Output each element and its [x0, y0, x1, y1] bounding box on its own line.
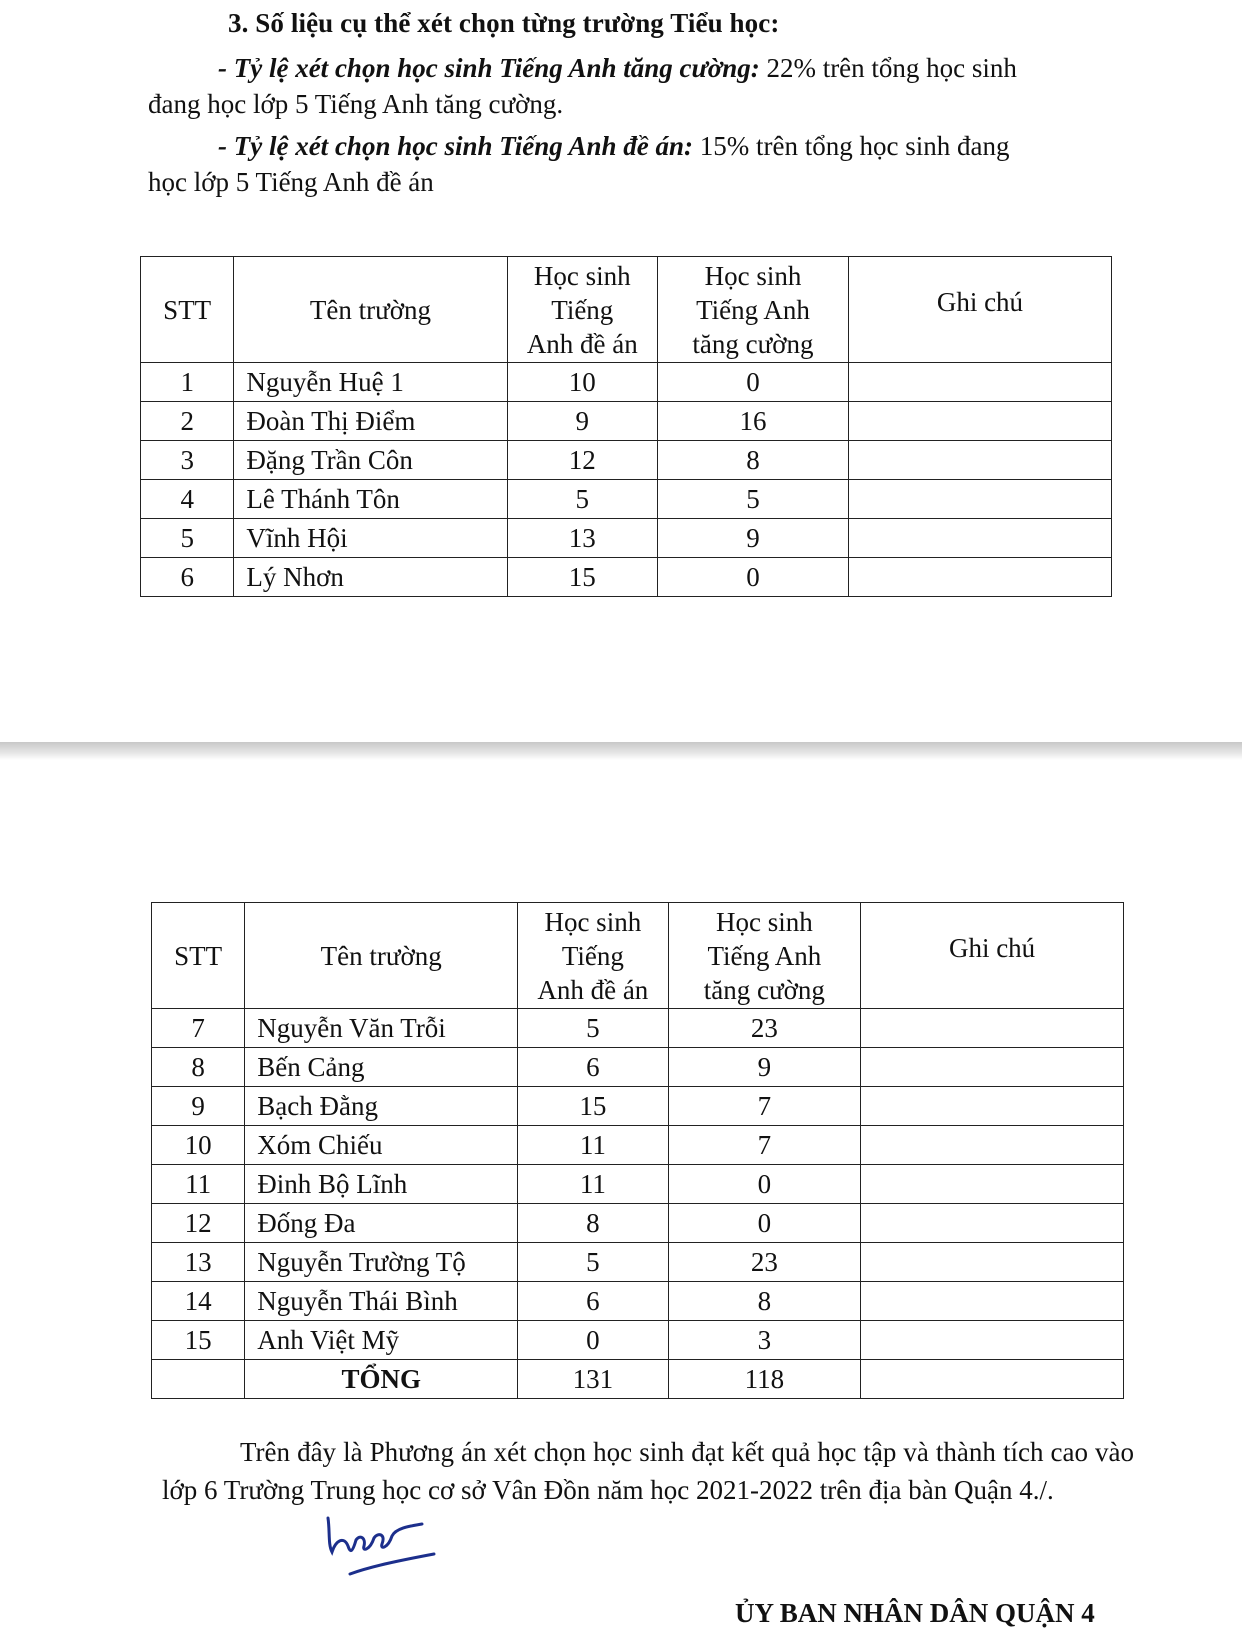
cell-note: [861, 1321, 1124, 1360]
closing-paragraph: Trên đây là Phương án xét chọn học sinh đạt kết quả học tập và thành tích cao vào lớp 6 Trường Trung học cơ sở Vân Đồn năm học 2021-2022 trên địa bàn Quận 4./.: [162, 1437, 1134, 1505]
cell-school-name: Đống Đa: [245, 1204, 518, 1243]
rate-tang-cuong-text: 22% trên tổng học sinh: [759, 53, 1017, 83]
table-row: [141, 519, 1112, 558]
cell-school-name: Xóm Chiếu: [245, 1126, 518, 1165]
table-row: [152, 1087, 1124, 1126]
cell-de-an-count: 11: [518, 1165, 668, 1204]
rate-tang-cuong-text-cont: đang học lớp 5 Tiếng Anh tăng cường.: [148, 89, 564, 119]
cell-tang-cuong-count: 0: [658, 558, 849, 597]
cell-de-an-count: 9: [507, 402, 658, 441]
cell-school-name: Anh Việt Mỹ: [245, 1321, 518, 1360]
table-row: [152, 1165, 1124, 1204]
cell-tang-cuong-count: 8: [658, 441, 849, 480]
cell-note: [861, 1282, 1124, 1321]
cell-tang-cuong-count: 0: [658, 363, 849, 402]
cell-stt: 11: [152, 1165, 245, 1204]
table-row: [152, 1204, 1124, 1243]
cell-de-an-count: 5: [518, 1243, 668, 1282]
schools-table-1: [140, 256, 1112, 597]
cell-note: [861, 1243, 1124, 1282]
header-note: Ghi chú: [848, 257, 1111, 363]
cell-school-name: Nguyễn Huệ 1: [234, 363, 507, 402]
cell-note: [861, 1204, 1124, 1243]
table-row: [152, 1048, 1124, 1087]
rate-tang-cuong-paragraph: [148, 50, 1108, 122]
total-de-an: 131: [518, 1360, 668, 1399]
cell-stt: 1: [141, 363, 234, 402]
schools-table-2: [151, 902, 1124, 1399]
header-school: Tên trường: [245, 903, 518, 1009]
cell-stt: 5: [141, 519, 234, 558]
header-note: Ghi chú: [861, 903, 1124, 1009]
cell-de-an-count: 15: [518, 1087, 668, 1126]
cell-school-name: Nguyễn Trường Tộ: [245, 1243, 518, 1282]
rate-de-an-paragraph: [148, 128, 1108, 200]
cell-de-an-count: 5: [507, 480, 658, 519]
cell-note: [848, 480, 1111, 519]
cell-stt: 15: [152, 1321, 245, 1360]
cell-school-name: Vĩnh Hội: [234, 519, 507, 558]
cell-school-name: Đặng Trần Côn: [234, 441, 507, 480]
cell-note: [861, 1087, 1124, 1126]
cell-note: [861, 1009, 1124, 1048]
table-row: [152, 1126, 1124, 1165]
cell-tang-cuong-count: 16: [658, 402, 849, 441]
cell-note: [848, 402, 1111, 441]
cell-note: [848, 441, 1111, 480]
cell-tang-cuong-count: 7: [668, 1126, 861, 1165]
table-row: [141, 480, 1112, 519]
cell-stt: 3: [141, 441, 234, 480]
cell-de-an-count: 11: [518, 1126, 668, 1165]
total-row: [152, 1360, 1124, 1399]
cell-note: [861, 1165, 1124, 1204]
cell-tang-cuong-count: 23: [668, 1243, 861, 1282]
table-row: [152, 1321, 1124, 1360]
cell-stt: 14: [152, 1282, 245, 1321]
cell-stt: 10: [152, 1126, 245, 1165]
cell-school-name: Đoàn Thị Điểm: [234, 402, 507, 441]
rate-de-an-text-cont: học lớp 5 Tiếng Anh đề án: [148, 167, 434, 197]
rate-de-an-label: - Tỷ lệ xét chọn học sinh Tiếng Anh đề án:: [218, 131, 694, 161]
handwritten-initials-signature: [322, 1510, 442, 1580]
table-header-row: [152, 903, 1124, 1009]
page-break-divider: [0, 742, 1242, 760]
cell-stt: 6: [141, 558, 234, 597]
header-stt: STT: [141, 257, 234, 363]
cell-stt: 8: [152, 1048, 245, 1087]
cell-note: [848, 363, 1111, 402]
cell-note: [848, 558, 1111, 597]
header-tang-cuong: Học sinh Tiếng Anh tăng cường: [658, 257, 849, 363]
cell-school-name: Lê Thánh Tôn: [234, 480, 507, 519]
cell-de-an-count: 6: [518, 1048, 668, 1087]
cell-note: [861, 1048, 1124, 1087]
section-heading: 3. Số liệu cụ thể xét chọn từng trường Tiểu học:: [228, 8, 780, 38]
cell-tang-cuong-count: 7: [668, 1087, 861, 1126]
cell-de-an-count: 0: [518, 1321, 668, 1360]
cell-stt: 2: [141, 402, 234, 441]
cell-stt: 4: [141, 480, 234, 519]
cell-stt: 9: [152, 1087, 245, 1126]
cell-stt: 13: [152, 1243, 245, 1282]
table-row: [141, 402, 1112, 441]
cell-school-name: Đinh Bộ Lĩnh: [245, 1165, 518, 1204]
cell-stt: 12: [152, 1204, 245, 1243]
organization-name: ỦY BAN NHÂN DÂN QUẬN 4: [735, 1598, 1095, 1628]
rate-de-an-text: 15% trên tổng học sinh đang: [693, 131, 1010, 161]
cell-school-name: Lý Nhơn: [234, 558, 507, 597]
cell-tang-cuong-count: 0: [668, 1165, 861, 1204]
cell-tang-cuong-count: 23: [668, 1009, 861, 1048]
cell-de-an-count: 10: [507, 363, 658, 402]
cell-de-an-count: 6: [518, 1282, 668, 1321]
cell-school-name: Bến Cảng: [245, 1048, 518, 1087]
cell-de-an-count: 8: [518, 1204, 668, 1243]
table-row: [152, 1282, 1124, 1321]
cell-school-name: Bạch Đằng: [245, 1087, 518, 1126]
cell-tang-cuong-count: 9: [658, 519, 849, 558]
cell-tang-cuong-count: 8: [668, 1282, 861, 1321]
cell-note: [848, 519, 1111, 558]
table-row: [152, 1009, 1124, 1048]
header-de-an: Học sinh Tiếng Anh đề án: [518, 903, 668, 1009]
cell-tang-cuong-count: 5: [658, 480, 849, 519]
total-tang-cuong: 118: [668, 1360, 861, 1399]
cell-tang-cuong-count: 3: [668, 1321, 861, 1360]
cell-school-name: Nguyễn Thái Bình: [245, 1282, 518, 1321]
cell-tang-cuong-count: 0: [668, 1204, 861, 1243]
table-header-row: [141, 257, 1112, 363]
total-label: TỔNG: [245, 1360, 518, 1399]
cell-de-an-count: 12: [507, 441, 658, 480]
cell-de-an-count: 15: [507, 558, 658, 597]
table-row: [141, 363, 1112, 402]
cell-tang-cuong-count: 9: [668, 1048, 861, 1087]
cell-de-an-count: 13: [507, 519, 658, 558]
cell-school-name: Nguyễn Văn Trỗi: [245, 1009, 518, 1048]
table-row: [141, 441, 1112, 480]
cell-de-an-count: 5: [518, 1009, 668, 1048]
header-school: Tên trường: [234, 257, 507, 363]
table-row: [141, 558, 1112, 597]
cell-stt: 7: [152, 1009, 245, 1048]
rate-tang-cuong-label: - Tỷ lệ xét chọn học sinh Tiếng Anh tăng cường:: [218, 53, 760, 83]
header-de-an: Học sinh Tiếng Anh đề án: [507, 257, 658, 363]
table-row: [152, 1243, 1124, 1282]
cell-note: [861, 1126, 1124, 1165]
header-tang-cuong: Học sinh Tiếng Anh tăng cường: [668, 903, 861, 1009]
header-stt: STT: [152, 903, 245, 1009]
